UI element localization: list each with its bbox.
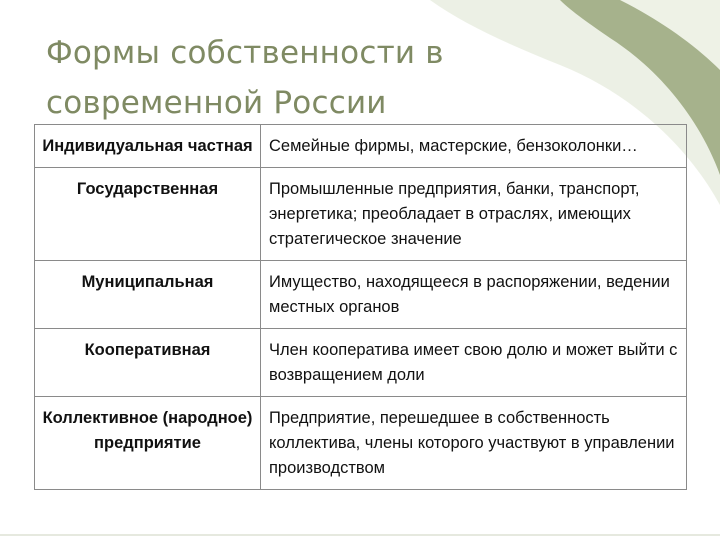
- ownership-type-cell: Государственная: [35, 168, 261, 261]
- table-row: [35, 125, 687, 168]
- ownership-forms-table: [34, 124, 687, 490]
- ownership-type-cell: Индивидуальная частная: [35, 125, 261, 168]
- table-row: [35, 261, 687, 329]
- ownership-type-cell: Коллективное (народное) предприятие: [35, 397, 261, 490]
- slide-title: Формы собственности в современной России: [46, 35, 444, 121]
- ownership-description-cell: Предприятие, перешедшее в собственность коллектива, члены которого участвуют в управлении производством: [261, 397, 687, 490]
- ownership-type-cell: Муниципальная: [35, 261, 261, 329]
- ownership-description-cell: Семейные фирмы, мастерские, бензоколонки…: [261, 125, 687, 168]
- table-row: [35, 168, 687, 261]
- ownership-description-cell: Член кооператива имеет свою долю и может выйти с возвращением доли: [261, 329, 687, 397]
- table-row: [35, 329, 687, 397]
- ownership-description-cell: Имущество, находящееся в распоряжении, ведении местных органов: [261, 261, 687, 329]
- ownership-type-cell: Кооперативная: [35, 329, 261, 397]
- ownership-description-cell: Промышленные предприятия, банки, транспорт, энергетика; преобладает в отраслях, имеющих стратегическое значение: [261, 168, 687, 261]
- table-row: [35, 397, 687, 490]
